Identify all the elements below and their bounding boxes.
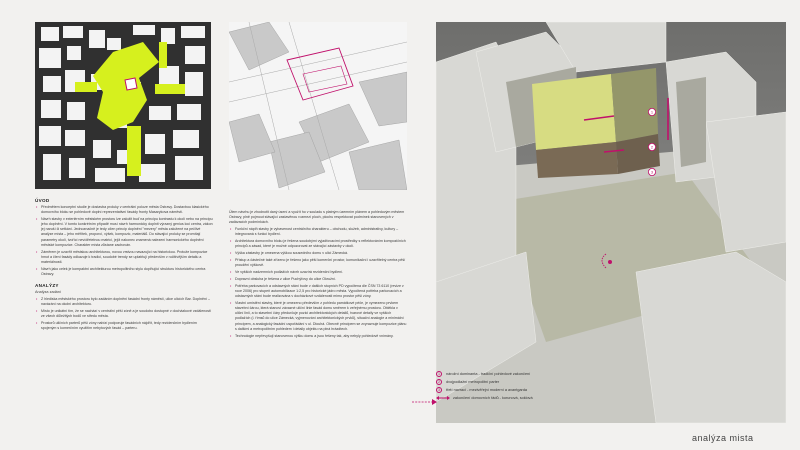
list-item: • Architektura domovního bloku je řešena soudobými vyjadřovacími prostředky s reflektováním kompozičních principů a zásad, které je možné odpozorovat ze stávající zástavby v okolí. [235, 239, 407, 249]
intro-list [35, 205, 213, 277]
design-list [229, 227, 407, 339]
legend-marker: 2 [436, 379, 442, 385]
pointer-arrow-icon [412, 396, 438, 408]
map-figure-ground [35, 22, 211, 189]
double-arrow-icon [436, 395, 450, 401]
massing-3d-view [436, 22, 786, 423]
subheading-analysis: Analýza zadání [35, 290, 61, 295]
svg-text:3: 3 [650, 169, 654, 175]
design-column [229, 210, 407, 340]
urban-analysis-map [35, 22, 211, 189]
svg-text:2: 2 [650, 144, 654, 150]
legend-item [436, 386, 676, 394]
legend-item [436, 378, 676, 386]
legend-label: zakončení domovních řádů - korunová, soklová [453, 396, 533, 400]
list-item: • Návrh stavby v exteriérním městském prostoru lze založit buď na principu kontrastu k okolí nebo na principu jeho doplnění. V tomto konkrétním případě musí návrh harmonicky doplnit výrazný genius loci centra, zákon jej naruší či setkání. Jednoznačně je tedy cílen princip doplnění "mezery" města založené na pečlivé analýze místa – jeho měřítek, proporcí, výšek, kompozic, materiálů. Do stávající proluky se promítají parametry okolí, tvořící nevídřetelnou matrici, jejíž nakonec znamená nalezení harmonického doplnění městské kompozice. Charakter místa zůstane zachován. [41, 217, 213, 248]
list-item: • Záměrem je uzavřít městskou architekturou, novou vrstvou navazující na historickou. Protože kompozice hmot a člení fasády odkazuje k tradici, soudobé trendy se uplatňují především v ručitívějším detailu a materiálnosti. [41, 250, 213, 266]
legend-label: třetí navrací - mezivěřejní moderní a avantgarda [446, 388, 528, 392]
list-item: • Technologie nepřevyšují stanovenou výšku domu a jsou řešeny tak, aby nebyly pohledově vnímány. [235, 334, 407, 339]
section-heading-analyses: ANALÝZY [35, 283, 59, 289]
list-item: • Funkční náplň stavby je vybavenost centrálního charakteru – obchodu, služeb, administrativy, kultury – integrovaná s funkcí bydlení. [235, 227, 407, 237]
analysis-list [35, 297, 213, 331]
list-item: • Místo je unikátní tím, že se nachází v centrální pěší zóně a je soudobo dostupné v docházkové vzdálenosti ze všech důležitých bodů ve středu města. [41, 309, 213, 319]
list-item: • Přístup a částečné také zřízeno je řešeno jako pěší komerční prostor, komunikační i uzavřitelný centra pěší proudění výškově. [235, 258, 407, 268]
list-item: • Dopravní obsluha je řešena z ulice Puchýřovy do ulice Okružní. [235, 277, 407, 282]
legend-item [436, 370, 676, 378]
cadastral-plan [229, 22, 407, 190]
legend-marker: 3 [436, 387, 442, 393]
massing-render [436, 22, 786, 423]
legend-item [436, 394, 676, 402]
list-item: • Z hlediska městského prostoru bylo zadáním doplnění fasádní fronty náměstí, ulice ulicích Bar. Doplnění – navázání na okolní architekturu. [41, 297, 213, 307]
cadastral-drawing [229, 22, 407, 190]
list-item: • Potřeba parkovacích a odstavných stání bude v dalších stupních PD vypočtena dle ČSN 73 6110 (revize v roce 2006) pro stupeň automobilizace 1:2,5 pro historické jádro města. Vypočtená potřeba parkovacích a odstavných stání bude realizována v docházkové vzdálenosti mimo prostor pěší zóny. [235, 284, 407, 300]
legend-marker: 1 [436, 371, 442, 377]
legend-label: nárožní dominanta - tradiční pohledové zakončení [446, 372, 531, 376]
intro-column [35, 198, 213, 333]
list-item: • Ve vyšších nadzemních podlažích návrh uzavírá rezidenční bydlení. [235, 270, 407, 275]
list-item: • Vlastní umístění stavby, které je omezeno především z pohledu památkové péče, je vymezeno prvkem stavební čárou, která stanoví závazné uliční linie fasád domu směrem k veřejnému prostoru. Oblékla v uliční linii, a to stavební čáry předurčuje pozici architektonických detailů, tvarové detaily ve vyšších podlažích (i. římsů do ulice Zámecká, vyjmenování architektonických prvků), situační analogie a minimální principem, a analogický fasádní uspořádání v ul. Dlouhá. Obecně principem se zvyraznuje kompozice plánu s dalšími a metropolitním pohledem i detaily objektu na plná hrázdtech. [235, 301, 407, 332]
legend-label: dvojpodlažní metropolitní parter [446, 380, 500, 384]
list-item: • Návrh jako celek je kompaktní architekturou metropolitního stylu doplňující strukturu historického centra Ostravy. [41, 267, 213, 277]
page-footer-title: analýza mista [692, 433, 754, 443]
list-item: • Předmětem konceptní studie je dostavba proluky v centrální poloze města Ostravy. Dostavbou klasického domovního bloku se pohledově doplní reprezentativní fasády fronty Masarykova náměstí. [41, 205, 213, 215]
list-item: • Výška zástavby je omezena výškou sousedního domu v ulici Zámecká. [235, 251, 407, 256]
svg-text:1: 1 [650, 109, 654, 115]
list-item: • Prostorů uličních parterů pěší zóny nabízí podporuje fasádních nájdřít, tedy rezidenčním bydlením spojeným s komerčním využitím nebytových fasád – parteru. [41, 321, 213, 331]
section-heading-intro: ÚVOD [35, 198, 50, 203]
design-intro: Úlem návrhu je zhodnotit daný úsení a využít ho v souladu s platným územním plánem a pohledovým městem Ostravy, plně pojmout stávající zastavěnou rozmezí ploch, plochu respektovat podmínek stanovených v zadávacích podmínkách. [229, 210, 405, 225]
legend [436, 370, 676, 402]
